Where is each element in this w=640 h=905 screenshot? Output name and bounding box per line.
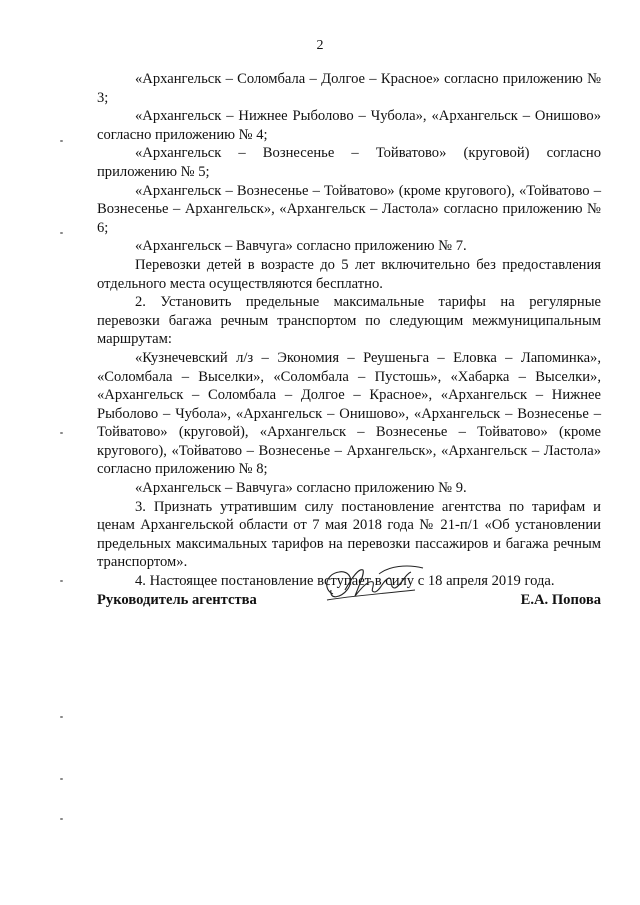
paragraph: 2. Установить предельные максимальные тарифы на регулярные перевозки багажа речным транспортом по следующим межмуниципальным маршрутам: [97,294,601,348]
paragraph: «Архангельск – Нижнее Рыболово – Чубола», «Архангельск – Онишово» согласно приложению № 4; [97,108,601,143]
margin-mark [60,232,63,234]
margin-mark [60,140,63,142]
paragraph: «Архангельск – Соломбала – Долгое – Красное» согласно приложению № 3; [97,71,601,106]
paragraph: 4. Настоящее постановление вступает в силу с 18 апреля 2019 года. [135,573,555,590]
handwritten-signature [319,560,429,610]
margin-mark [60,716,63,718]
paragraph: «Архангельск – Вознесенье – Тойватово» (кроме кругового), «Тойватово – Вознесенье – Архангельск», «Архангельск – Ластола» согласно приложению № 6; [97,182,601,236]
signatory-name: Е.А. Попова [520,592,601,608]
paragraph: «Кузнечевский л/з – Экономия – Реушеньга – Еловка – Лапоминка», «Соломбала – Выселки», «Соломбала – Пустошь», «Хабарка – Выселки», «Архангельск – Соломбала – Долгое – Красное», «Архангельск – Нижнее Рыболово – Чубола», «Архангельск – Онишово», «Архангельск – Вознесенье – Тойватово» (круговой), «Архангельск – Вознесенье – Тойватово» (кроме кругового), «Тойватово – Вознесенье – Архангельск», «Архангельск – Ластола» согласно приложению № 8; [97,349,601,478]
page-number: 2 [316,38,324,53]
margin-mark [60,818,63,820]
paragraph: «Архангельск – Вавчуга» согласно приложению № 7. [135,238,467,255]
paragraph: «Архангельск – Вавчуга» согласно приложению № 9. [135,480,467,497]
margin-mark [60,580,63,582]
paragraph: 3. Признать утратившим силу постановление агентства по тарифам и ценам Архангельской области от 7 мая 2018 года № 21-п/1 «Об установлении предельных максимальных тарифов на перевозки пассажиров и багажа речным транспортом». [97,498,601,571]
document-body [97,70,601,591]
signatory-title: Руководитель агентства [97,592,257,608]
paragraph: Перевозки детей в возрасте до 5 лет включительно без предоставления отдельного места осуществляются бесплатно. [97,256,601,292]
paragraph: «Архангельск – Вознесенье – Тойватово» (круговой) согласно приложению № 5; [97,145,601,180]
signature-block [97,560,601,620]
margin-marks [60,0,70,905]
margin-mark [60,432,63,434]
margin-mark [60,778,63,780]
